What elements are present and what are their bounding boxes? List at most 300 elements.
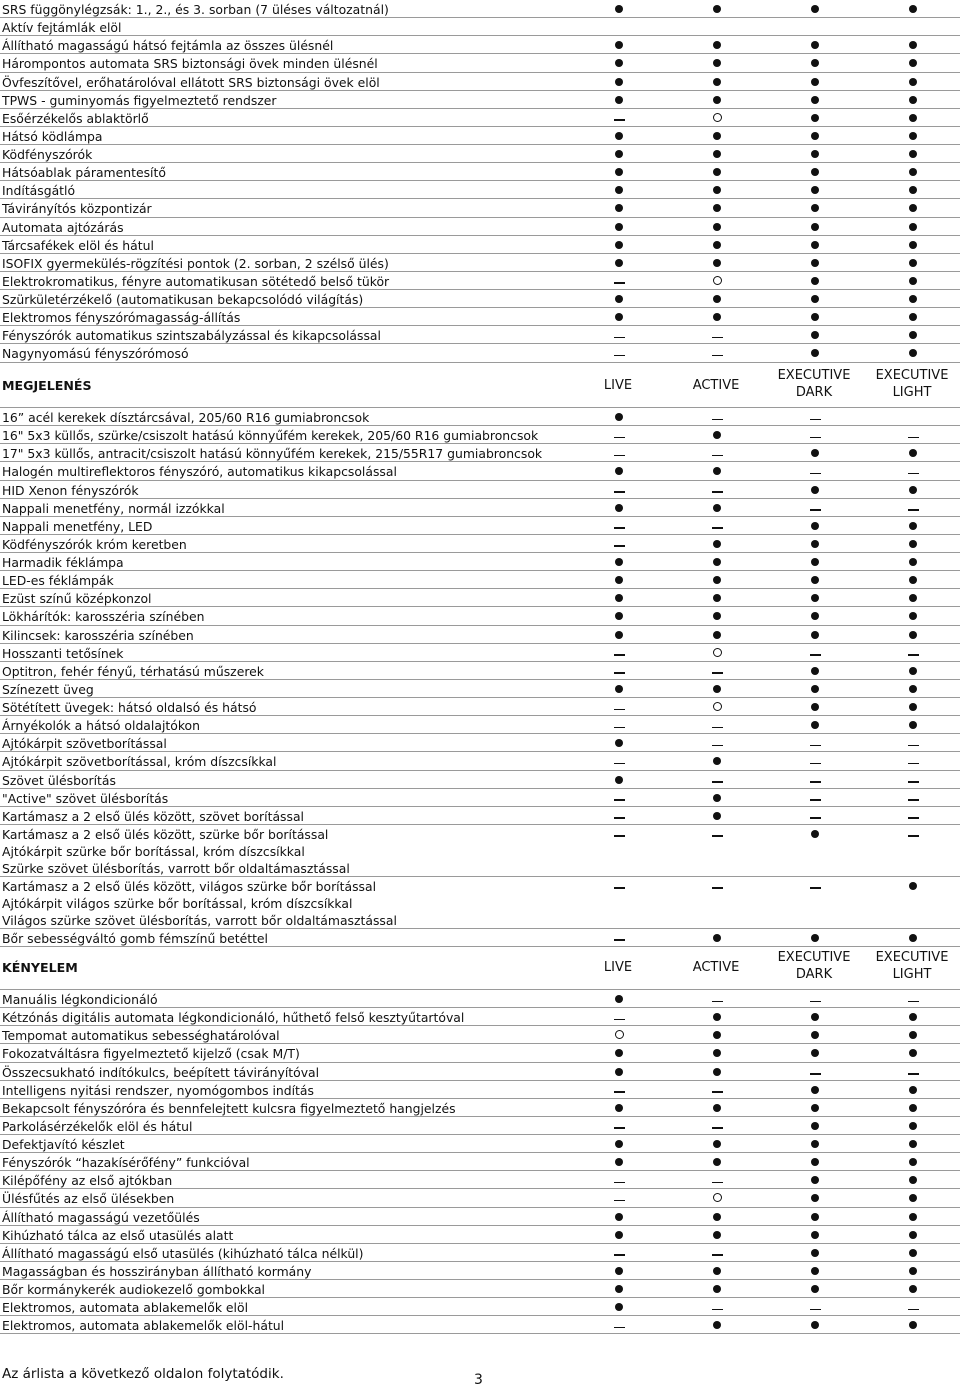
availability-cell <box>599 607 639 624</box>
not-available-dash <box>908 763 919 764</box>
included-dot <box>615 132 623 140</box>
availability-cell <box>893 181 933 198</box>
not-available-dash <box>614 1091 625 1092</box>
included-dot <box>811 685 819 693</box>
availability-cell <box>599 571 639 588</box>
included-dot <box>713 467 721 475</box>
included-dot <box>713 1267 721 1275</box>
included-dot <box>811 1049 819 1057</box>
not-available-dash <box>712 745 723 746</box>
included-dot <box>909 882 917 890</box>
availability-cell <box>795 1081 835 1098</box>
availability-cell <box>697 1063 737 1080</box>
feature-label <box>2 663 264 680</box>
availability-cell <box>697 662 737 679</box>
included-dot <box>909 1031 917 1039</box>
not-available-dash <box>614 1254 625 1255</box>
feature-label-line: Ajtókárpit szövetborítással, króm díszcsíkkal <box>2 754 277 770</box>
included-dot <box>615 612 623 620</box>
availability-cell <box>795 1171 835 1188</box>
availability-cell <box>795 1008 835 1025</box>
included-dot <box>713 612 721 620</box>
not-available-dash <box>614 817 625 818</box>
availability-cell <box>599 1081 639 1098</box>
availability-cell <box>599 1280 639 1297</box>
section-title: MEGJELENÉS <box>2 378 92 393</box>
included-dot <box>811 522 819 530</box>
included-dot <box>713 259 721 267</box>
availability-cell <box>599 716 639 733</box>
included-dot <box>615 259 623 267</box>
table-row <box>0 1226 960 1244</box>
availability-cell <box>893 36 933 53</box>
feature-label-line: Esőérzékelős ablaktörlő <box>2 110 149 126</box>
feature-label-line: Távirányítós központizár <box>2 201 152 217</box>
included-dot <box>811 1176 819 1184</box>
optional-ring <box>713 1193 722 1202</box>
availability-cell <box>599 199 639 216</box>
availability-cell <box>599 145 639 162</box>
included-dot <box>713 168 721 176</box>
feature-label <box>2 273 389 290</box>
availability-cell <box>599 1063 639 1080</box>
table-row <box>0 734 960 752</box>
availability-cell <box>795 1044 835 1061</box>
availability-cell <box>697 444 737 461</box>
availability-cell <box>599 91 639 108</box>
availability-cell <box>697 877 737 894</box>
not-available-dash <box>614 337 625 338</box>
not-available-dash <box>614 939 625 940</box>
table-row <box>0 481 960 499</box>
not-available-dash <box>810 1309 821 1310</box>
included-dot <box>909 1013 917 1021</box>
availability-cell <box>893 290 933 307</box>
feature-label-line: "Active" szövet ülésborítás <box>2 790 169 806</box>
column-header-active: ACTIVE <box>692 960 740 975</box>
table-row <box>0 1135 960 1153</box>
included-dot <box>713 1285 721 1293</box>
availability-cell <box>697 1226 737 1243</box>
feature-label <box>2 808 304 825</box>
feature-label <box>2 1227 233 1244</box>
table-row <box>0 990 960 1008</box>
availability-cell <box>599 589 639 606</box>
included-dot <box>909 1086 917 1094</box>
included-dot <box>811 594 819 602</box>
included-dot <box>615 168 623 176</box>
not-available-dash <box>712 1254 723 1255</box>
table-row <box>0 1099 960 1117</box>
included-dot <box>909 186 917 194</box>
not-available-dash <box>712 887 723 888</box>
not-available-dash <box>712 419 723 420</box>
included-dot <box>811 1122 819 1130</box>
included-dot <box>811 1104 819 1112</box>
comfort-section <box>0 990 960 1334</box>
included-dot <box>811 168 819 176</box>
table-row <box>0 444 960 462</box>
included-dot <box>811 241 819 249</box>
feature-label-line: Ezüst színű középkonzol <box>2 591 152 607</box>
availability-cell <box>599 1226 639 1243</box>
availability-cell <box>697 163 737 180</box>
not-available-dash <box>908 1309 919 1310</box>
included-dot <box>909 934 917 942</box>
included-dot <box>713 5 721 13</box>
included-dot <box>615 1049 623 1057</box>
feature-label <box>2 645 123 662</box>
table-row <box>0 807 960 825</box>
availability-cell <box>795 929 835 946</box>
included-dot <box>713 59 721 67</box>
table-row <box>0 607 960 625</box>
availability-cell <box>697 1262 737 1279</box>
availability-cell <box>795 1298 835 1315</box>
continuation-note: Az árlista a következő oldalon folytatódik. <box>2 1366 284 1382</box>
availability-cell <box>697 807 737 824</box>
included-dot <box>713 1231 721 1239</box>
included-dot <box>909 78 917 86</box>
comfort-header <box>0 949 960 990</box>
not-available-dash <box>614 799 625 800</box>
included-dot <box>909 1249 917 1257</box>
included-dot <box>615 241 623 249</box>
optional-ring <box>713 276 722 285</box>
availability-cell <box>795 199 835 216</box>
not-available-dash <box>712 337 723 338</box>
feature-label-line: Ajtókárpit világos szürke bőr borítással, króm díszcsíkkal <box>2 895 353 911</box>
availability-cell <box>795 644 835 661</box>
not-available-dash <box>712 781 723 782</box>
not-available-dash <box>810 473 821 474</box>
availability-cell <box>697 698 737 715</box>
feature-label <box>2 826 350 877</box>
availability-cell <box>795 877 835 894</box>
table-row <box>0 517 960 535</box>
availability-cell <box>697 535 737 552</box>
included-dot <box>811 612 819 620</box>
availability-cell <box>599 254 639 271</box>
availability-cell <box>795 825 835 842</box>
availability-cell <box>893 272 933 289</box>
availability-cell <box>893 199 933 216</box>
included-dot <box>811 78 819 86</box>
included-dot <box>811 295 819 303</box>
included-dot <box>713 1104 721 1112</box>
table-row <box>0 571 960 589</box>
feature-label <box>2 1082 314 1099</box>
included-dot <box>713 1140 721 1148</box>
availability-cell <box>893 499 933 516</box>
availability-cell <box>795 326 835 343</box>
feature-label-line: Ködfényszórók <box>2 147 93 162</box>
not-available-dash <box>712 1001 723 1002</box>
appearance-section <box>0 408 960 947</box>
availability-cell <box>697 1208 737 1225</box>
column-header-executive-dark: EXECUTIVE DARK <box>777 368 851 400</box>
availability-cell <box>893 716 933 733</box>
availability-cell <box>697 734 737 751</box>
availability-cell <box>893 1298 933 1315</box>
not-available-dash <box>614 727 625 728</box>
availability-cell <box>697 1171 737 1188</box>
feature-label <box>2 182 75 199</box>
availability-cell <box>893 145 933 162</box>
availability-cell <box>795 218 835 235</box>
availability-cell <box>795 535 835 552</box>
availability-cell <box>697 607 737 624</box>
availability-cell <box>599 990 639 1007</box>
availability-cell <box>795 109 835 126</box>
not-available-dash <box>614 545 625 546</box>
feature-label <box>2 219 124 236</box>
included-dot <box>713 631 721 639</box>
availability-cell <box>599 825 639 842</box>
availability-cell <box>599 344 639 361</box>
availability-cell <box>795 1117 835 1134</box>
availability-cell <box>893 553 933 570</box>
availability-cell <box>697 929 737 946</box>
feature-label <box>2 572 114 589</box>
included-dot <box>615 313 623 321</box>
feature-label-line: Övfeszítővel, erőhatárolóval ellátott SRS biztonsági övek elöl <box>2 74 380 90</box>
not-available-dash <box>908 473 919 474</box>
feature-label <box>2 1154 250 1171</box>
availability-cell <box>893 326 933 343</box>
availability-cell <box>893 662 933 679</box>
included-dot <box>811 349 819 357</box>
availability-cell <box>599 109 639 126</box>
availability-cell <box>697 1189 737 1206</box>
feature-label-line: Színezett üveg <box>2 681 94 697</box>
availability-cell <box>697 426 737 443</box>
not-available-dash <box>712 1309 723 1310</box>
not-available-dash <box>908 654 919 655</box>
availability-cell <box>697 1244 737 1261</box>
availability-cell <box>893 218 933 235</box>
included-dot <box>909 150 917 158</box>
optional-ring <box>615 1030 624 1039</box>
availability-cell <box>795 1208 835 1225</box>
included-dot <box>615 594 623 602</box>
availability-cell <box>697 290 737 307</box>
feature-label <box>2 1009 464 1026</box>
availability-cell <box>893 680 933 697</box>
feature-label <box>2 1281 265 1298</box>
availability-cell <box>697 825 737 842</box>
included-dot <box>811 1194 819 1202</box>
availability-cell <box>599 499 639 516</box>
table-row <box>0 408 960 426</box>
availability-cell <box>893 607 933 624</box>
availability-cell <box>795 0 835 17</box>
availability-cell <box>893 236 933 253</box>
availability-cell <box>795 607 835 624</box>
included-dot <box>811 1140 819 1148</box>
included-dot <box>811 934 819 942</box>
feature-label-line: Nappali menetfény, normál izzókkal <box>2 500 225 516</box>
included-dot <box>713 685 721 693</box>
feature-label <box>2 255 389 272</box>
feature-label <box>2 930 268 947</box>
table-row <box>0 109 960 127</box>
included-dot <box>811 150 819 158</box>
availability-cell <box>893 54 933 71</box>
included-dot <box>909 1267 917 1275</box>
availability-cell <box>599 517 639 534</box>
included-dot <box>909 114 917 122</box>
feature-label <box>2 55 378 72</box>
included-dot <box>909 522 917 530</box>
feature-label <box>2 1 389 18</box>
availability-cell <box>599 290 639 307</box>
feature-label <box>2 164 166 181</box>
feature-label <box>2 1245 363 1262</box>
table-row <box>0 426 960 444</box>
included-dot <box>811 204 819 212</box>
included-dot <box>615 5 623 13</box>
feature-label-line: SRS függönylégzsák: 1., 2., és 3. sorban (7 üléses változatnál) <box>2 2 389 17</box>
feature-label-line: Szürkületérzékelő (automatikusan bekapcsolódó világítás) <box>2 292 364 307</box>
availability-cell <box>893 1171 933 1188</box>
not-available-dash <box>810 763 821 764</box>
not-available-dash <box>614 654 625 655</box>
availability-cell <box>599 54 639 71</box>
feature-label-line: Harmadik féklámpa <box>2 555 124 570</box>
feature-label-line: Hátsóablak páramentesítő <box>2 165 166 181</box>
feature-label-line: Intelligens nyitási rendszer, nyomógombos indítás <box>2 1082 314 1098</box>
included-dot <box>615 631 623 639</box>
availability-cell <box>795 145 835 162</box>
availability-cell <box>697 0 737 17</box>
not-available-dash <box>614 1127 625 1128</box>
included-dot <box>811 41 819 49</box>
availability-cell <box>697 680 737 697</box>
included-dot <box>615 1068 623 1076</box>
included-dot <box>909 721 917 729</box>
feature-label <box>2 590 152 607</box>
feature-label <box>2 1317 284 1334</box>
not-available-dash <box>712 835 723 836</box>
feature-label <box>2 200 152 217</box>
feature-label <box>2 790 168 807</box>
page-number: 3 <box>474 1372 483 1388</box>
feature-label-line: Sötétített üvegek: hátsó oldalsó és hátsó <box>2 700 257 715</box>
column-header-live: LIVE <box>603 960 633 975</box>
availability-cell <box>795 1316 835 1333</box>
not-available-dash <box>614 1200 625 1201</box>
availability-cell <box>697 1099 737 1116</box>
availability-cell <box>795 163 835 180</box>
availability-cell <box>893 929 933 946</box>
availability-cell <box>795 408 835 425</box>
availability-cell <box>795 1026 835 1043</box>
table-row <box>0 36 960 54</box>
included-dot <box>713 794 721 802</box>
table-row <box>0 145 960 163</box>
not-available-dash <box>712 1091 723 1092</box>
feature-label-line: Nagynyomású fényszórómosó <box>2 346 189 362</box>
availability-cell <box>893 481 933 498</box>
availability-cell <box>893 589 933 606</box>
table-row <box>0 127 960 145</box>
table-row <box>0 236 960 254</box>
not-available-dash <box>614 527 625 528</box>
availability-cell <box>795 344 835 361</box>
feature-label-line: Ajtókárpit szövetborítással <box>2 736 167 752</box>
included-dot <box>909 540 917 548</box>
feature-label-line: Fokozatváltásra figyelmeztető kijelző (csak M/T) <box>2 1046 300 1062</box>
availability-cell <box>599 236 639 253</box>
table-row <box>0 54 960 72</box>
feature-label-line: Állítható magasságú első utasülés (kihúzható tálca nélkül) <box>2 1245 364 1261</box>
included-dot <box>909 594 917 602</box>
availability-cell <box>599 1099 639 1116</box>
feature-label-line: Állítható magasságú hátsó fejtámla az összes ülésnél <box>2 38 334 54</box>
not-available-dash <box>614 887 625 888</box>
included-dot <box>811 1086 819 1094</box>
included-dot <box>615 1140 623 1148</box>
included-dot <box>713 594 721 602</box>
availability-cell <box>599 1262 639 1279</box>
availability-cell <box>697 36 737 53</box>
included-dot <box>811 1285 819 1293</box>
included-dot <box>909 612 917 620</box>
table-row <box>0 1008 960 1026</box>
availability-cell <box>697 644 737 661</box>
included-dot <box>811 223 819 231</box>
feature-label-line: Fényszórók “hazakísérőfény” funkcióval <box>2 1155 250 1171</box>
availability-cell <box>893 789 933 806</box>
feature-label <box>2 1118 192 1135</box>
availability-cell <box>697 408 737 425</box>
availability-cell <box>795 807 835 824</box>
feature-label-line: Kartámasz a 2 első ülés között, világos szürke bőr borítással <box>2 878 377 894</box>
not-available-dash <box>810 745 821 746</box>
table-row <box>0 272 960 290</box>
availability-cell <box>795 734 835 751</box>
availability-cell <box>697 254 737 271</box>
availability-cell <box>795 36 835 53</box>
availability-cell <box>893 535 933 552</box>
availability-cell <box>893 698 933 715</box>
table-row <box>0 326 960 344</box>
included-dot <box>909 59 917 67</box>
feature-label <box>2 536 187 553</box>
included-dot <box>811 277 819 285</box>
included-dot <box>909 331 917 339</box>
availability-cell <box>893 734 933 751</box>
availability-cell <box>697 481 737 498</box>
included-dot <box>615 558 623 566</box>
feature-label-line: Halogén multireflektoros fényszóró, automatikus kikapcsolással <box>2 464 397 480</box>
availability-cell <box>697 716 737 733</box>
feature-label-line: Árnyékolók a hátsó oldalajtókon <box>2 718 200 734</box>
column-header-executive-light: EXECUTIVE LIGHT <box>875 950 949 982</box>
included-dot <box>909 1194 917 1202</box>
availability-cell <box>795 1244 835 1261</box>
feature-label-line: Elektrokromatikus, fényre automatikusan sötétedő belső tükör <box>2 273 390 289</box>
table-row <box>0 877 960 929</box>
availability-cell <box>795 1153 835 1170</box>
included-dot <box>909 5 917 13</box>
table-row <box>0 535 960 553</box>
feature-label-line: Elektromos, automata ablakemelők elöl <box>2 1300 249 1316</box>
availability-cell <box>893 807 933 824</box>
availability-cell <box>893 1026 933 1043</box>
included-dot <box>811 1321 819 1329</box>
